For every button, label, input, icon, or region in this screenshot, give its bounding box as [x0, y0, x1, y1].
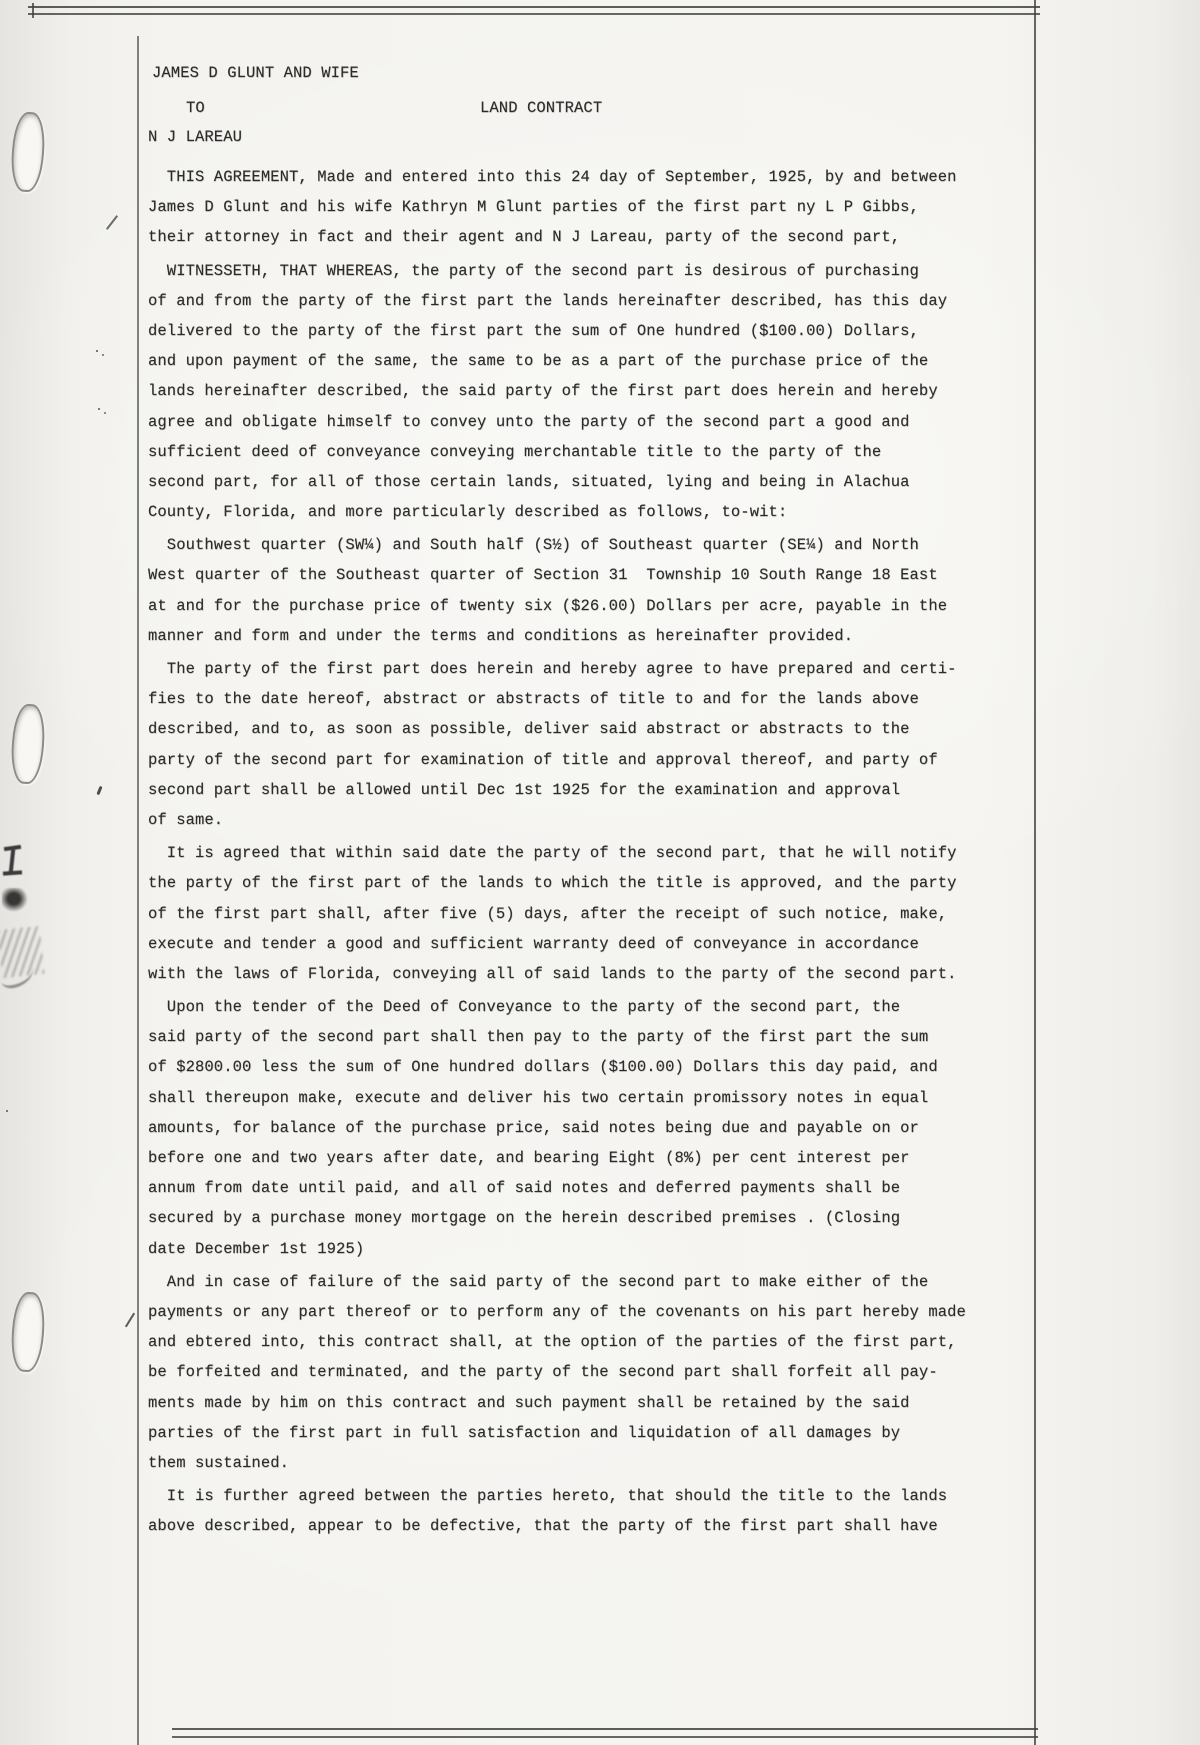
pencil-tick: [125, 1313, 135, 1328]
document-line: with the laws of Florida, conveying all of said lands to the party of the second part.: [148, 964, 957, 983]
document-line: and upon payment of the same, the same to be as a part of the purchase price of the: [148, 352, 929, 371]
ink-smudge: [3, 870, 22, 875]
bottom-border-line: [172, 1736, 1038, 1738]
document-line: It is further agreed between the parties hereto, that should the title to the lands: [148, 1487, 948, 1506]
bottom-border-line: [172, 1728, 1038, 1730]
punch-hole: [9, 1291, 47, 1373]
punch-hole: [9, 111, 47, 193]
pencil-tick: [106, 215, 118, 230]
right-margin-line: [1034, 0, 1036, 1745]
document-line: described, and to, as soon as possible, deliver said abstract or abstracts to the: [148, 720, 910, 739]
document-line: amounts, for balance of the purchase price, said notes being due and payable on or: [148, 1118, 919, 1137]
document-line: The party of the first part does herein and hereby agree to have prepared and certi-: [148, 660, 957, 678]
document-line: of the first part shall, after five (5) days, after the receipt of such notice, make,: [148, 904, 948, 923]
document-line: County, Florida, and more particularly described as follows, to-wit:: [148, 503, 788, 522]
ink-smudge: [0, 926, 44, 978]
document-line: shall thereupon make, execute and deliver his two certain promissory notes in equal: [148, 1088, 929, 1107]
document-line: fies to the date hereof, abstract or abstracts of title to and for the lands above: [148, 690, 919, 709]
document-title: LAND CONTRACT: [480, 99, 603, 117]
left-margin-line: [137, 36, 139, 1745]
document-line: before one and two years after date, and bearing Eight (8%) per cent interest per: [148, 1149, 910, 1167]
document-line: at and for the purchase price of twenty six ($26.00) Dollars per acre, payable in the: [148, 596, 948, 615]
second-party-name: N J LAREAU: [148, 128, 243, 146]
document-line: payments or any part thereof or to perform any of the covenants on his part hereby made: [148, 1302, 966, 1321]
document-line: delivered to the party of the first part the sum of One hundred ($100.00) Dollars,: [148, 321, 919, 340]
document-line: agree and obligate himself to convey unto the party of the second part a good and: [148, 412, 910, 431]
ink-smudge: [9, 849, 15, 873]
document-line: second part shall be allowed until Dec 1st 1925 for the examination and approval: [148, 780, 901, 799]
document-line: of same.: [148, 810, 224, 829]
first-party-name: JAMES D GLUNT AND WIFE: [152, 64, 359, 82]
document-line: annum from date until paid, and all of said notes and deferred payments shall be: [148, 1179, 901, 1198]
document-line: party of the second part for examination of title and approval thereof, and party of: [148, 750, 938, 769]
document-line: WITNESSETH, THAT WHEREAS, the party of the second part is desirous of purchasing: [148, 261, 919, 280]
document-body: [148, 162, 994, 1541]
document-line: of $2800.00 less the sum of One hundred dollars ($100.00) Dollars this day paid, and: [148, 1058, 938, 1077]
document-line: second part, for all of those certain lands, situated, lying and being in Alachua: [148, 472, 910, 491]
document-line: the party of the first part of the lands to which the title is approved, and the party: [148, 874, 957, 893]
document-line: their attorney in fact and their agent and N J Lareau, party of the second part,: [148, 228, 901, 247]
document-line: date December 1st 1925): [148, 1239, 365, 1258]
ink-smudge: [4, 845, 21, 851]
document-line: said party of the second part shall then pay to the party of the first part the sum: [148, 1028, 929, 1047]
punch-hole: [9, 703, 47, 785]
document-line: It is agreed that within said date the party of the second part, that he will notify: [148, 844, 957, 863]
document-line: THIS AGREEMENT, Made and entered into this 24 day of September, 1925, by and between: [148, 168, 957, 186]
ink-smudge: [0, 959, 36, 991]
document-line: them sustained.: [148, 1453, 290, 1472]
ink-smudge: [2, 888, 28, 912]
document-line: of and from the party of the first part the lands hereinafter described, has this day: [148, 291, 948, 310]
document-line: above described, appear to be defective, that the party of the first part shall have: [148, 1517, 938, 1536]
document-line: lands hereinafter described, the said party of the first part does herein and hereby: [148, 382, 938, 401]
document-line: secured by a purchase money mortgage on the herein described premises . (Closing: [148, 1209, 901, 1228]
document-line: ments made by him on this contract and such payment shall be retained by the said: [148, 1393, 910, 1412]
document-line: sufficient deed of conveyance conveying merchantable title to the party of the: [148, 442, 882, 461]
to-label: TO: [186, 99, 205, 117]
document-line: be forfeited and terminated, and the party of the second part shall forfeit all pay-: [148, 1363, 938, 1382]
document-line: And in case of failure of the said party of the second part to make either of the: [148, 1272, 929, 1291]
top-border-tick: [32, 3, 34, 18]
document-line: and ebtered into, this contract shall, at the option of the parties of the first part,: [148, 1333, 957, 1352]
document-line: James D Glunt and his wife Kathryn M Glunt parties of the first part ny L P Gibbs,: [148, 198, 919, 217]
document-line: West quarter of the Southeast quarter of Section 31 Township 10 South Range 18 East: [148, 566, 938, 585]
document-line: manner and form and under the terms and conditions as hereinafter provided.: [148, 626, 854, 645]
scan-specks: [96, 350, 98, 352]
document-line: Southwest quarter (SW¼) and South half (S½) of Southeast quarter (SE¼) and North: [148, 536, 919, 555]
document-line: execute and tender a good and sufficient warranty deed of conveyance in accordance: [148, 934, 919, 953]
top-border-line: [28, 13, 1040, 15]
document-line: Upon the tender of the Deed of Conveyance to the party of the second part, the: [148, 998, 901, 1017]
document-line: parties of the first part in full satisfaction and liquidation of all damages by: [148, 1423, 901, 1442]
pencil-tick: [96, 786, 102, 795]
top-border-line: [28, 6, 1040, 8]
